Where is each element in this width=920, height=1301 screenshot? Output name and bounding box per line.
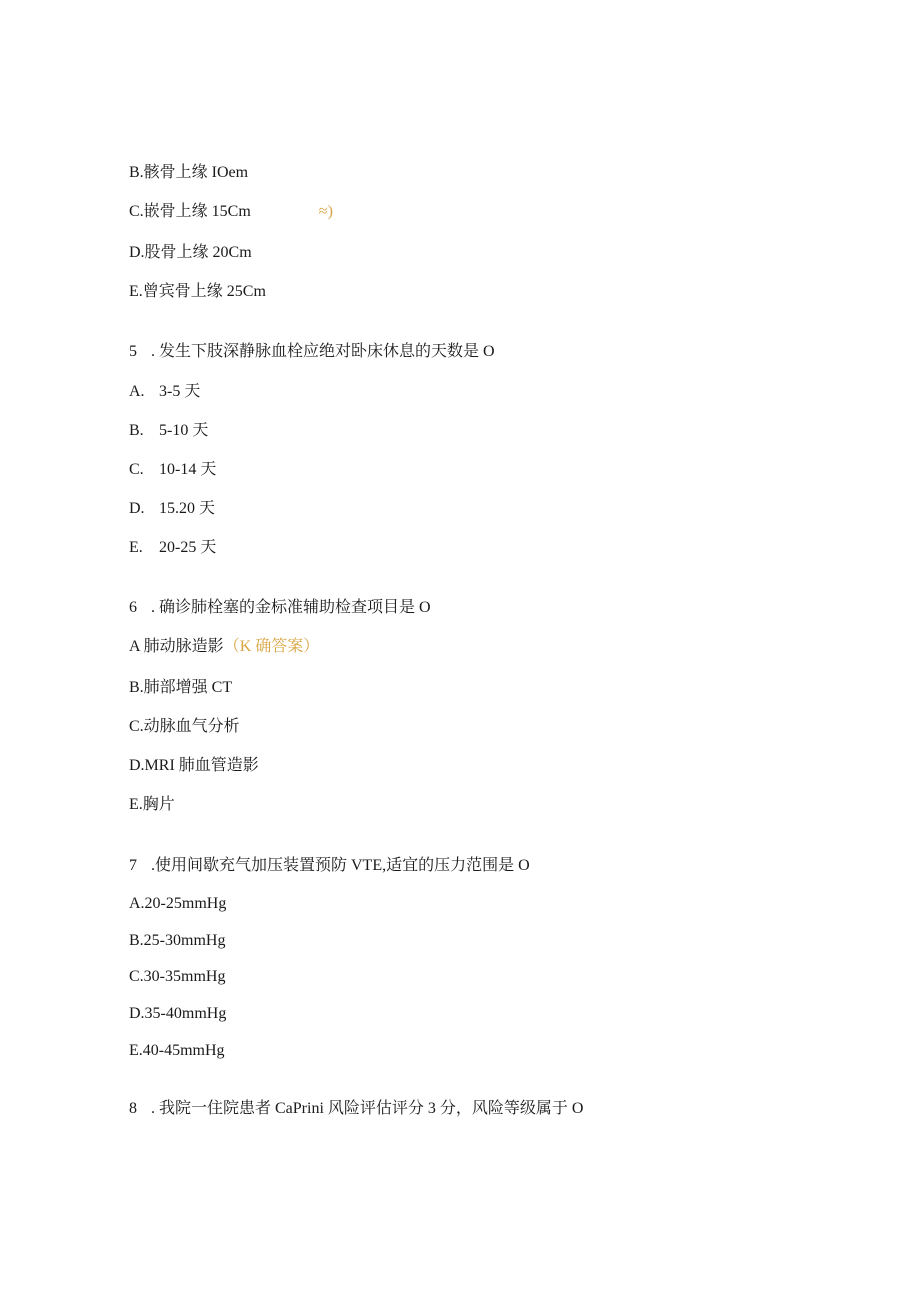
option-text: C.动脉血气分析 bbox=[129, 718, 240, 735]
option-text: 15.20 天 bbox=[159, 500, 216, 517]
option-letter: E. bbox=[129, 539, 143, 556]
option-text: 20-25 天 bbox=[159, 539, 217, 556]
option-text: C.30-35mmHg bbox=[129, 968, 226, 985]
question-number: 6 bbox=[129, 599, 137, 616]
option-letter: D. bbox=[129, 500, 145, 517]
prev-option-e bbox=[129, 282, 266, 302]
option-text: E.胸片 bbox=[129, 796, 175, 813]
option-text: 3-5 天 bbox=[159, 383, 201, 400]
question-7 bbox=[129, 856, 530, 876]
option-letter: A. bbox=[129, 383, 145, 400]
option-text: B.骸骨上缘 IOem bbox=[129, 164, 249, 181]
q6-option-b bbox=[129, 678, 232, 698]
option-letter: C. bbox=[129, 461, 144, 478]
q7-option-d bbox=[129, 1004, 226, 1024]
question-text: .使用间歇充气加压装置预防 VTE,适宜的压力范围是 O bbox=[151, 857, 530, 874]
option-text: B.肺部增强 CT bbox=[129, 679, 233, 696]
option-text: D.股骨上缘 20Cm bbox=[129, 244, 252, 261]
q5-option-b bbox=[129, 421, 208, 441]
q7-option-c bbox=[129, 967, 225, 987]
q5-option-d bbox=[129, 499, 215, 519]
q5-option-c bbox=[129, 460, 216, 480]
option-text: A.20-25mmHg bbox=[129, 895, 227, 912]
option-text: C.嵌骨上缘 15Cm bbox=[129, 203, 251, 220]
option-letter: B. bbox=[129, 422, 144, 439]
question-text: . 我院一住院患者 CaPrini 风险评估评分 3 分，风险等级属于 O bbox=[151, 1100, 584, 1117]
option-text: B.25-30mmHg bbox=[129, 932, 226, 949]
option-text: E.40-45mmHg bbox=[129, 1042, 225, 1059]
option-text: 5-10 天 bbox=[159, 422, 209, 439]
q6-option-d bbox=[129, 756, 259, 776]
question-5 bbox=[129, 342, 495, 362]
option-text: D.MRI 肺血管造影 bbox=[129, 757, 259, 774]
question-text: . 确诊肺栓塞的金标准辅助检查项目是 O bbox=[151, 599, 431, 616]
q6-option-e bbox=[129, 795, 175, 815]
q5-option-e bbox=[129, 538, 216, 558]
q6-option-a bbox=[129, 637, 319, 657]
answer-mark: ≈) bbox=[318, 203, 333, 220]
q7-option-a bbox=[129, 894, 226, 914]
option-text: D.35-40mmHg bbox=[129, 1005, 227, 1022]
question-text: . 发生下肢深静脉血栓应绝对卧床休息的天数是 O bbox=[151, 343, 495, 360]
prev-option-d bbox=[129, 243, 252, 263]
q7-option-b bbox=[129, 931, 225, 951]
question-number: 8 bbox=[129, 1100, 137, 1117]
question-number: 5 bbox=[129, 343, 137, 360]
question-number: 7 bbox=[129, 857, 137, 874]
prev-option-b bbox=[129, 163, 248, 183]
option-text: 10-14 天 bbox=[159, 461, 217, 478]
answer-mark: （K 确答案） bbox=[223, 638, 320, 655]
option-text: E.曾宾骨上缘 25Cm bbox=[129, 283, 266, 300]
option-text: A 肺动脉造影 bbox=[129, 638, 224, 655]
q7-option-e bbox=[129, 1041, 225, 1061]
q6-option-c bbox=[129, 717, 240, 737]
question-8 bbox=[129, 1099, 583, 1119]
prev-option-c bbox=[129, 202, 333, 222]
question-6 bbox=[129, 598, 431, 618]
q5-option-a bbox=[129, 382, 200, 402]
